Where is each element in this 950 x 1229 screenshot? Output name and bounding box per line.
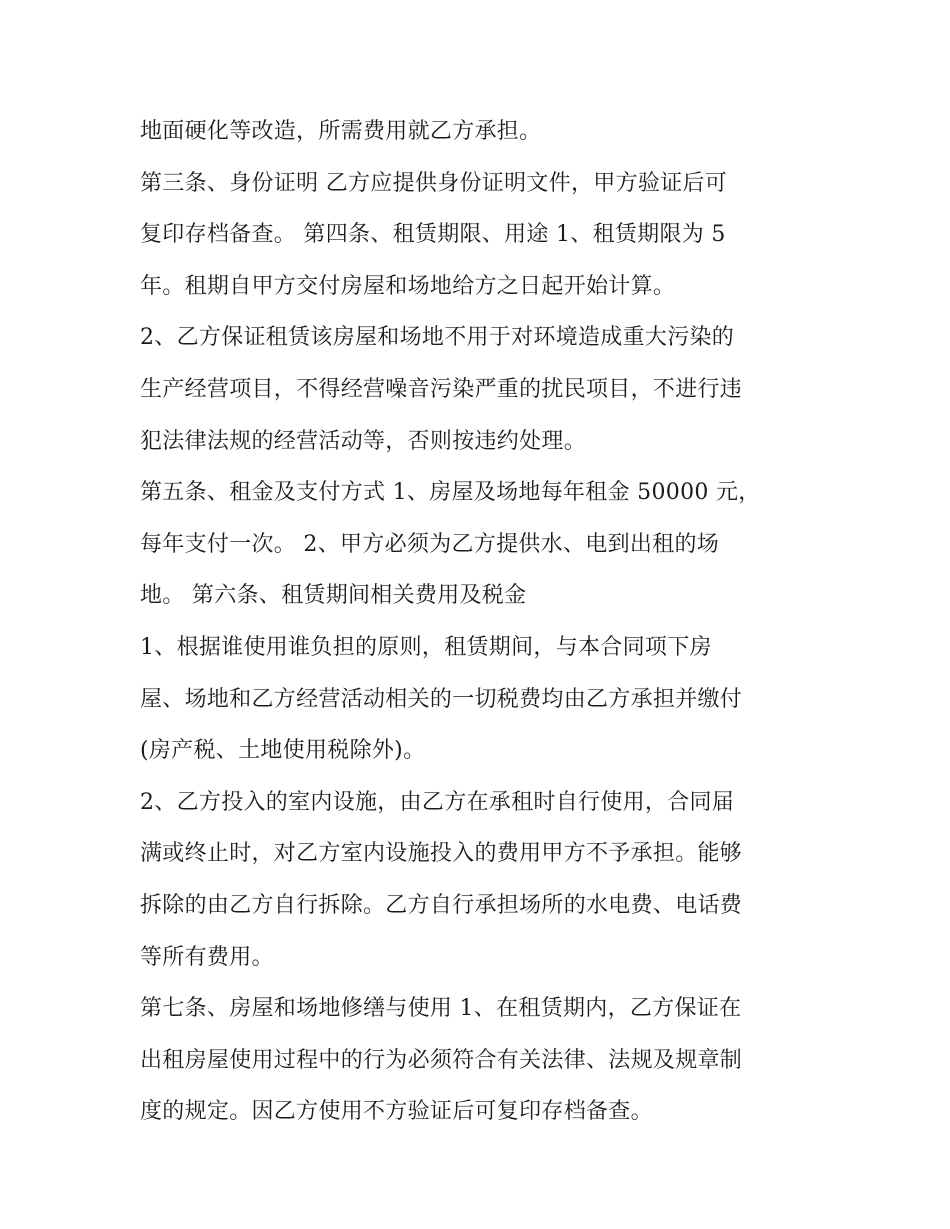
text-line: 地。 第六条、租赁期间相关费用及税金 bbox=[140, 583, 527, 609]
text-line: 1、根据谁使用谁负担的原则，租赁期间，与本合同项下房 bbox=[140, 634, 712, 660]
text-line: 第七条、房屋和场地修缮与使用 1、在租赁期内，乙方保证在 bbox=[140, 996, 742, 1022]
text-line: 地面硬化等改造，所需费用就乙方承担。 bbox=[140, 119, 542, 144]
text-line: 2、乙方投入的室内设施，由乙方在承租时自行使用，合同届 bbox=[140, 789, 735, 815]
text-line: 度的规定。因乙方使用不方验证后可复印存档备查。 bbox=[140, 1099, 653, 1125]
text-line: 生产经营项目，不得经营噪音污染严重的扰民项目，不进行违 bbox=[140, 376, 743, 402]
text-line: 犯法律法规的经营活动等，否则按违约处理。 bbox=[140, 428, 587, 454]
text-line: 满或终止时，对乙方室内设施投入的费用甲方不予承担。能够 bbox=[140, 841, 743, 867]
text-line: 每年支付一次。 2、甲方必须为乙方提供水、电到出租的场 bbox=[140, 531, 720, 557]
text-line: 2、乙方保证租赁该房屋和场地不用于对环境造成重大污染的 bbox=[140, 325, 735, 351]
text-line: 复印存档备查。 第四条、租赁期限、用途 1、租赁期限为 5 bbox=[140, 222, 726, 248]
text-line: 等所有费用。 bbox=[140, 944, 274, 970]
text-line: 第五条、租金及支付方式 1、房屋及场地每年租金 50000 元， bbox=[140, 480, 761, 506]
text-line: 屋、场地和乙方经营活动相关的一切税费均由乙方承担并缴付 bbox=[140, 686, 743, 712]
text-line: 第三条、身份证明 乙方应提供身份证明文件，甲方验证后可 bbox=[140, 170, 728, 196]
text-line: 拆除的由乙方自行拆除。乙方自行承担场所的水电费、电话费 bbox=[140, 892, 743, 918]
text-line: 年。租期自甲方交付房屋和场地给方之日起开始计算。 bbox=[140, 273, 676, 299]
contract-body-text bbox=[140, 106, 840, 1138]
text-line: 出租房屋使用过程中的行为必须符合有关法律、法规及规章制 bbox=[140, 1047, 743, 1073]
text-line: (房产税、土地使用税除外)。 bbox=[140, 738, 426, 764]
